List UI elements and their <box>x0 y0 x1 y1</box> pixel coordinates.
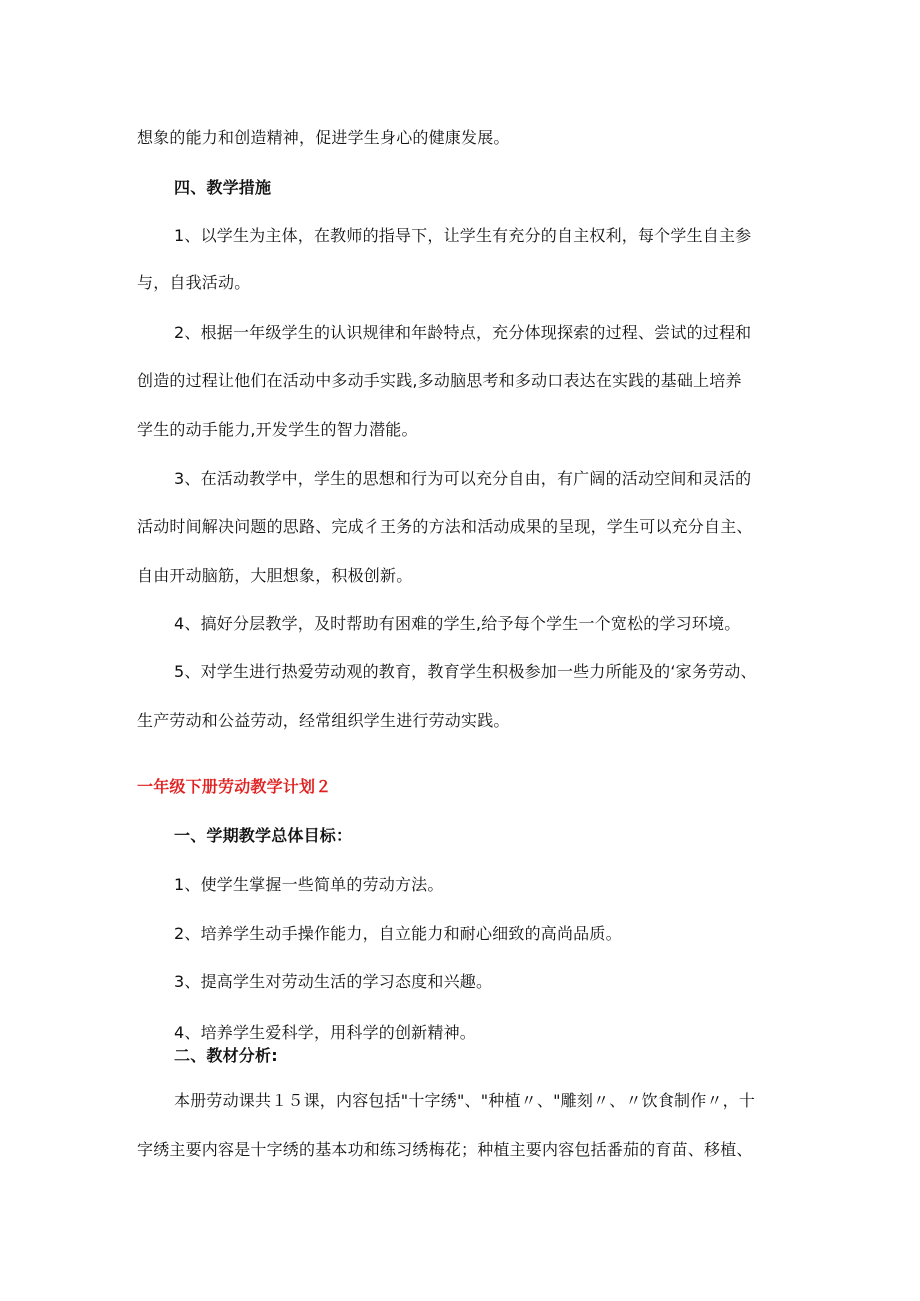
goal-item-4: 4、培养学生爱科学，用科学的创新精神。 <box>174 1023 476 1042</box>
measure-item-5-cont: 生产劳动和公益劳动，经常组织学生进行劳动实践。 <box>137 711 510 730</box>
measure-item-2: 2、根据一年级学生的认识规律和年龄特点，充分体现探索的过程、尝试的过程和 <box>174 323 752 342</box>
paragraph-text: 想象的能力和创造精神，促进学生身心的健康发展。 <box>137 128 510 147</box>
measure-item-5: 5、对学生进行热爱劳动观的教育，教育学生积极参加一些力所能及的‘家务劳动、 <box>174 662 757 681</box>
section-heading-measures: 四、教学措施 <box>174 178 272 197</box>
measure-item-2-cont: 学生的动手能力,开发学生的智力潜能。 <box>137 420 418 439</box>
measure-item-1: 1、以学生为主体，在教师的指导下，让学生有充分的自主权利，每个学生自主参 <box>174 226 752 245</box>
goal-item-1: 1、使学生掌握一些简单的劳动方法。 <box>174 875 444 894</box>
goal-item-3: 3、提高学生对劳动生活的学习态度和兴趣。 <box>174 972 493 991</box>
measure-item-4: 4、搞好分层教学，及时帮助有困难的学生,给予每个学生一个宽松的学习环境。 <box>174 614 741 633</box>
analysis-paragraph-cont: 字绣主要内容是十字绣的基本功和练习绣梅花；种植主要内容包括番茄的育苗、移植、 <box>137 1140 753 1159</box>
analysis-paragraph: 本册劳动课共１５课，内容包括"十字绣"、"种植〃、"雕刻〃、〃饮食制作〃，十 <box>174 1091 756 1110</box>
goal-item-2: 2、培养学生动手操作能力，自立能力和耐心细致的高尚品质。 <box>174 924 622 943</box>
section-heading-analysis: 二、教材分析: <box>174 1046 278 1065</box>
plan-title: 一年级下册劳动教学计划２ <box>137 777 332 796</box>
measure-item-3-cont: 活动时间解决问题的思路、完成彳王务的方法和活动成果的呈现，学生可以充分自主、 <box>137 517 753 536</box>
measure-item-3: 3、在活动教学中，学生的思想和行为可以充分自由，有广阔的活动空间和灵活的 <box>174 469 752 488</box>
measure-item-3-cont: 自由开动脑筋，大胆想象，积极创新。 <box>137 566 413 585</box>
section-heading-goals: 一、学期教学总体目标： <box>174 826 353 845</box>
measure-item-2-cont: 创造的过程让他们在活动中多动手实践,多动脑思考和多动口表达在实践的基础上培养 <box>137 371 742 390</box>
measure-item-1-cont: 与，自我活动。 <box>137 273 251 292</box>
